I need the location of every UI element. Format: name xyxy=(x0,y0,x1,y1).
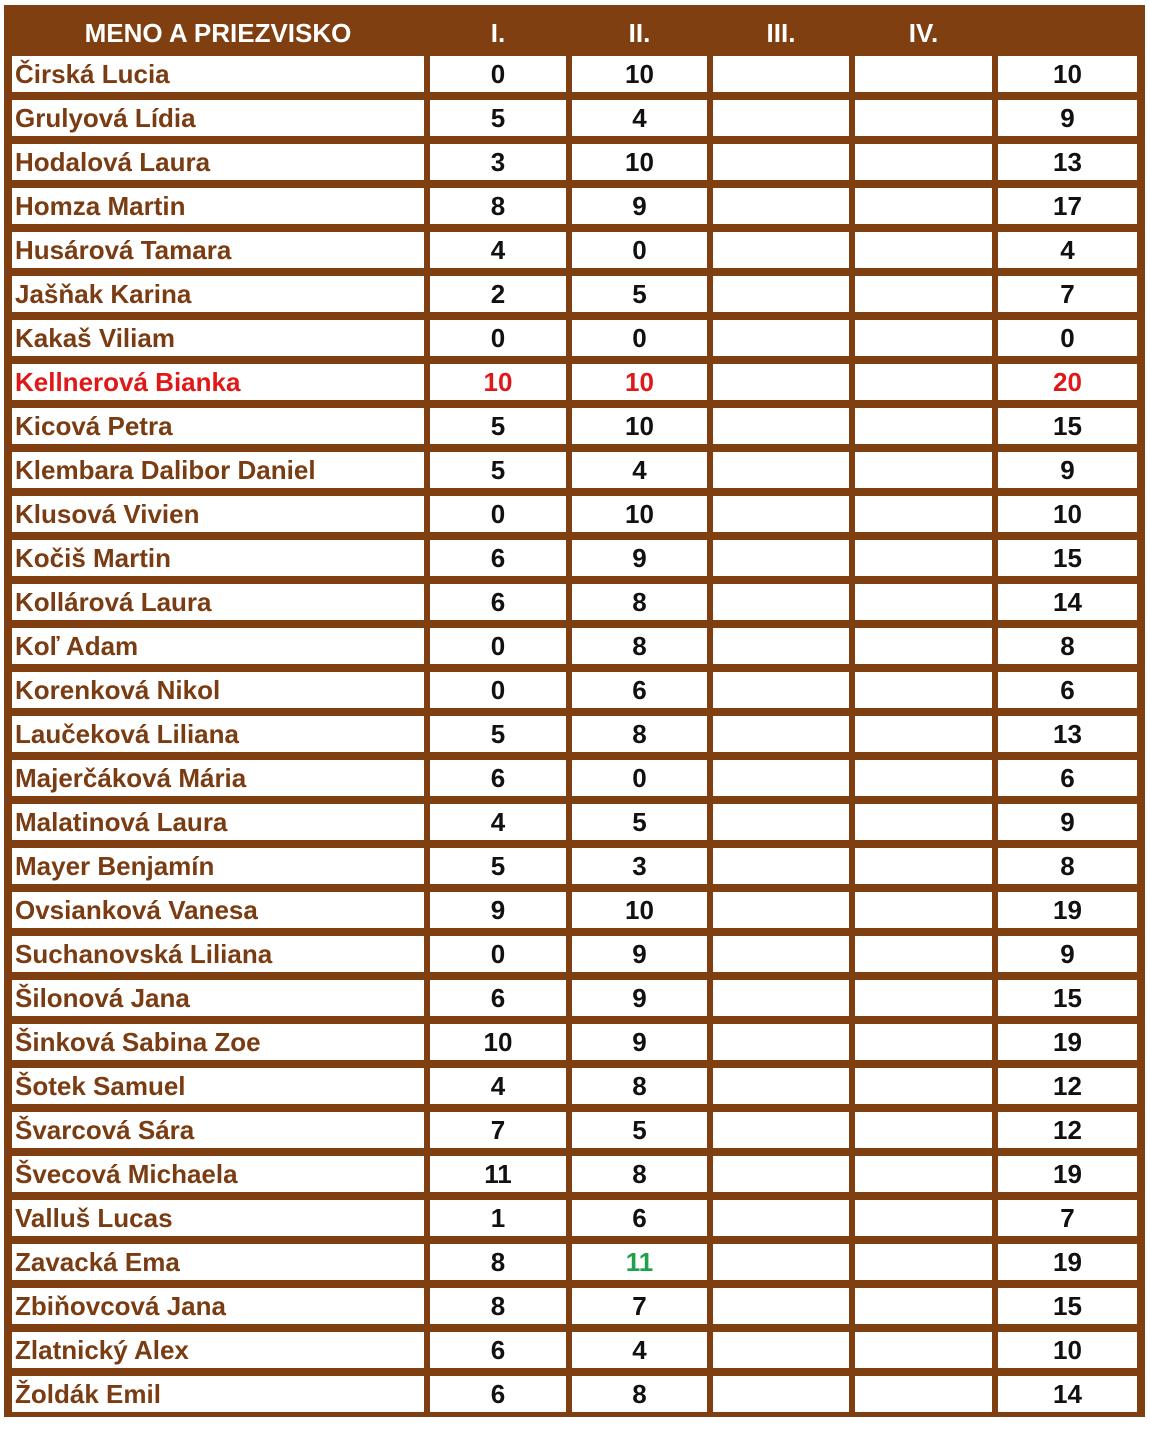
total-score: 10 xyxy=(995,496,1140,540)
round-3-score xyxy=(710,320,852,364)
round-1-score: 4 xyxy=(427,232,569,276)
student-name: Čirská Lucia xyxy=(9,56,427,100)
round-2-score: 0 xyxy=(569,760,710,804)
student-name: Klembara Dalibor Daniel xyxy=(9,452,427,496)
round-2-score: 9 xyxy=(569,188,710,232)
round-4-score xyxy=(852,672,995,716)
header-total xyxy=(995,10,1140,56)
round-3-score xyxy=(710,1068,852,1112)
table-row xyxy=(9,100,1140,144)
round-1-score: 0 xyxy=(427,628,569,672)
total-score: 15 xyxy=(995,408,1140,452)
round-4-score xyxy=(852,716,995,760)
round-1-score: 0 xyxy=(427,672,569,716)
total-score: 10 xyxy=(995,56,1140,100)
student-name: Valluš Lucas xyxy=(9,1200,427,1244)
round-3-score xyxy=(710,628,852,672)
round-2-score: 4 xyxy=(569,100,710,144)
table-row xyxy=(9,56,1140,100)
table-row xyxy=(9,320,1140,364)
table-row xyxy=(9,1244,1140,1288)
round-1-score: 6 xyxy=(427,760,569,804)
student-name: Ovsianková Vanesa xyxy=(9,892,427,936)
round-3-score xyxy=(710,936,852,980)
total-score: 9 xyxy=(995,804,1140,848)
round-2-score: 10 xyxy=(569,408,710,452)
total-score: 10 xyxy=(995,1332,1140,1376)
round-4-score xyxy=(852,1288,995,1332)
total-score: 17 xyxy=(995,188,1140,232)
round-4-score xyxy=(852,100,995,144)
round-4-score xyxy=(852,936,995,980)
round-4-score xyxy=(852,1112,995,1156)
total-score: 7 xyxy=(995,1200,1140,1244)
header-row xyxy=(9,10,1140,56)
table-row xyxy=(9,672,1140,716)
total-score: 13 xyxy=(995,716,1140,760)
round-3-score xyxy=(710,1288,852,1332)
round-1-score: 5 xyxy=(427,100,569,144)
round-4-score xyxy=(852,320,995,364)
round-3-score xyxy=(710,892,852,936)
round-1-score: 10 xyxy=(427,364,569,408)
table-row xyxy=(9,540,1140,584)
round-3-score xyxy=(710,188,852,232)
round-1-score: 10 xyxy=(427,1024,569,1068)
total-score: 19 xyxy=(995,1156,1140,1200)
table-row xyxy=(9,1156,1140,1200)
student-name: Koľ Adam xyxy=(9,628,427,672)
table-row xyxy=(9,452,1140,496)
round-3-score xyxy=(710,364,852,408)
round-1-score: 8 xyxy=(427,1288,569,1332)
round-2-score: 8 xyxy=(569,1376,710,1412)
round-3-score xyxy=(710,804,852,848)
round-4-score xyxy=(852,1332,995,1376)
round-4-score xyxy=(852,760,995,804)
table-row xyxy=(9,1332,1140,1376)
round-4-score xyxy=(852,496,995,540)
table-body xyxy=(9,56,1140,1412)
round-3-score xyxy=(710,408,852,452)
total-score: 4 xyxy=(995,232,1140,276)
total-score: 6 xyxy=(995,672,1140,716)
total-score: 19 xyxy=(995,1024,1140,1068)
table-row xyxy=(9,1288,1140,1332)
round-2-score: 5 xyxy=(569,276,710,320)
round-4-score xyxy=(852,540,995,584)
student-name: Kellnerová Bianka xyxy=(9,364,427,408)
student-name: Šinková Sabina Zoe xyxy=(9,1024,427,1068)
round-4-score xyxy=(852,584,995,628)
student-name: Homza Martin xyxy=(9,188,427,232)
total-score: 7 xyxy=(995,276,1140,320)
table-row xyxy=(9,892,1140,936)
score-table xyxy=(4,5,1145,1417)
round-3-score xyxy=(710,232,852,276)
total-score: 12 xyxy=(995,1068,1140,1112)
student-name: Šilonová Jana xyxy=(9,980,427,1024)
table-row xyxy=(9,848,1140,892)
table-row xyxy=(9,936,1140,980)
round-1-score: 5 xyxy=(427,452,569,496)
student-name: Mayer Benjamín xyxy=(9,848,427,892)
round-4-score xyxy=(852,56,995,100)
student-name: Hodalová Laura xyxy=(9,144,427,188)
total-score: 15 xyxy=(995,540,1140,584)
header-round-1: I. xyxy=(427,10,569,56)
table-row xyxy=(9,760,1140,804)
student-name: Laučeková Liliana xyxy=(9,716,427,760)
round-1-score: 0 xyxy=(427,320,569,364)
total-score: 14 xyxy=(995,584,1140,628)
student-name: Klusová Vivien xyxy=(9,496,427,540)
student-name: Jašňak Karina xyxy=(9,276,427,320)
round-1-score: 5 xyxy=(427,848,569,892)
round-2-score: 8 xyxy=(569,584,710,628)
total-score: 8 xyxy=(995,848,1140,892)
round-2-score: 7 xyxy=(569,1288,710,1332)
round-4-score xyxy=(852,1068,995,1112)
round-1-score: 6 xyxy=(427,1332,569,1376)
round-3-score xyxy=(710,716,852,760)
round-1-score: 0 xyxy=(427,56,569,100)
student-name: Zavacká Ema xyxy=(9,1244,427,1288)
round-4-score xyxy=(852,1156,995,1200)
round-3-score xyxy=(710,760,852,804)
round-4-score xyxy=(852,1200,995,1244)
round-2-score: 8 xyxy=(569,716,710,760)
round-3-score xyxy=(710,276,852,320)
table-row xyxy=(9,1200,1140,1244)
table-row xyxy=(9,408,1140,452)
round-4-score xyxy=(852,1024,995,1068)
round-1-score: 5 xyxy=(427,408,569,452)
header-round-4: IV. xyxy=(852,10,995,56)
table-row xyxy=(9,1112,1140,1156)
round-3-score xyxy=(710,672,852,716)
total-score: 12 xyxy=(995,1112,1140,1156)
round-1-score: 8 xyxy=(427,1244,569,1288)
round-2-score: 10 xyxy=(569,144,710,188)
round-2-score: 10 xyxy=(569,56,710,100)
round-3-score xyxy=(710,584,852,628)
round-4-score xyxy=(852,452,995,496)
total-score: 15 xyxy=(995,1288,1140,1332)
student-name: Zlatnický Alex xyxy=(9,1332,427,1376)
round-2-score: 5 xyxy=(569,804,710,848)
round-3-score xyxy=(710,56,852,100)
table-row xyxy=(9,584,1140,628)
round-2-score: 9 xyxy=(569,936,710,980)
round-2-score: 9 xyxy=(569,540,710,584)
round-3-score xyxy=(710,1332,852,1376)
student-name: Švarcová Sára xyxy=(9,1112,427,1156)
total-score: 20 xyxy=(995,364,1140,408)
round-2-score: 4 xyxy=(569,452,710,496)
student-name: Švecová Michaela xyxy=(9,1156,427,1200)
round-1-score: 4 xyxy=(427,804,569,848)
round-2-score: 9 xyxy=(569,1024,710,1068)
round-4-score xyxy=(852,144,995,188)
table-row xyxy=(9,232,1140,276)
table-row xyxy=(9,1068,1140,1112)
total-score: 6 xyxy=(995,760,1140,804)
round-1-score: 6 xyxy=(427,1376,569,1412)
round-3-score xyxy=(710,144,852,188)
round-4-score xyxy=(852,628,995,672)
student-name: Kicová Petra xyxy=(9,408,427,452)
header-round-2: II. xyxy=(569,10,710,56)
student-name: Husárová Tamara xyxy=(9,232,427,276)
student-name: Suchanovská Liliana xyxy=(9,936,427,980)
total-score: 8 xyxy=(995,628,1140,672)
round-3-score xyxy=(710,496,852,540)
table-row xyxy=(9,1376,1140,1412)
round-4-score xyxy=(852,276,995,320)
round-1-score: 9 xyxy=(427,892,569,936)
student-name: Zbiňovcová Jana xyxy=(9,1288,427,1332)
round-4-score xyxy=(852,804,995,848)
round-1-score: 11 xyxy=(427,1156,569,1200)
round-2-score: 10 xyxy=(569,496,710,540)
round-3-score xyxy=(710,848,852,892)
round-2-score: 9 xyxy=(569,980,710,1024)
total-score: 9 xyxy=(995,936,1140,980)
student-name: Malatinová Laura xyxy=(9,804,427,848)
table-row xyxy=(9,496,1140,540)
round-3-score xyxy=(710,100,852,144)
table-row xyxy=(9,364,1140,408)
round-4-score xyxy=(852,1376,995,1412)
round-3-score xyxy=(710,1200,852,1244)
table-row xyxy=(9,188,1140,232)
table-row xyxy=(9,716,1140,760)
round-4-score xyxy=(852,848,995,892)
table-row xyxy=(9,980,1140,1024)
round-2-score: 0 xyxy=(569,320,710,364)
student-name: Kakaš Viliam xyxy=(9,320,427,364)
round-2-score: 4 xyxy=(569,1332,710,1376)
round-2-score: 8 xyxy=(569,628,710,672)
round-2-score: 3 xyxy=(569,848,710,892)
round-1-score: 4 xyxy=(427,1068,569,1112)
student-name: Kočiš Martin xyxy=(9,540,427,584)
total-score: 0 xyxy=(995,320,1140,364)
table-row xyxy=(9,276,1140,320)
round-1-score: 2 xyxy=(427,276,569,320)
round-4-score xyxy=(852,232,995,276)
round-1-score: 6 xyxy=(427,584,569,628)
round-3-score xyxy=(710,1024,852,1068)
student-name: Grulyová Lídia xyxy=(9,100,427,144)
student-name: Šotek Samuel xyxy=(9,1068,427,1112)
round-2-score: 10 xyxy=(569,892,710,936)
header-name: MENO A PRIEZVISKO xyxy=(9,10,427,56)
round-2-score: 5 xyxy=(569,1112,710,1156)
total-score: 13 xyxy=(995,144,1140,188)
round-4-score xyxy=(852,408,995,452)
round-3-score xyxy=(710,1244,852,1288)
table-row xyxy=(9,144,1140,188)
round-4-score xyxy=(852,364,995,408)
round-3-score xyxy=(710,540,852,584)
round-1-score: 7 xyxy=(427,1112,569,1156)
table-row xyxy=(9,804,1140,848)
student-name: Kollárová Laura xyxy=(9,584,427,628)
student-name: Žoldák Emil xyxy=(9,1376,427,1412)
round-2-score: 8 xyxy=(569,1068,710,1112)
total-score: 15 xyxy=(995,980,1140,1024)
round-4-score xyxy=(852,892,995,936)
round-4-score xyxy=(852,980,995,1024)
total-score: 9 xyxy=(995,452,1140,496)
table-row xyxy=(9,1024,1140,1068)
round-2-score: 10 xyxy=(569,364,710,408)
round-4-score xyxy=(852,188,995,232)
header-round-3: III. xyxy=(710,10,852,56)
round-3-score xyxy=(710,1112,852,1156)
round-1-score: 3 xyxy=(427,144,569,188)
round-2-score: 6 xyxy=(569,672,710,716)
round-2-score: 8 xyxy=(569,1156,710,1200)
round-1-score: 1 xyxy=(427,1200,569,1244)
table-row xyxy=(9,628,1140,672)
round-2-score: 0 xyxy=(569,232,710,276)
round-4-score xyxy=(852,1244,995,1288)
round-1-score: 6 xyxy=(427,540,569,584)
total-score: 19 xyxy=(995,892,1140,936)
total-score: 14 xyxy=(995,1376,1140,1412)
student-name: Majerčáková Mária xyxy=(9,760,427,804)
round-3-score xyxy=(710,980,852,1024)
round-1-score: 0 xyxy=(427,496,569,540)
round-1-score: 5 xyxy=(427,716,569,760)
round-3-score xyxy=(710,1376,852,1412)
round-2-score: 11 xyxy=(569,1244,710,1288)
student-name: Korenková Nikol xyxy=(9,672,427,716)
round-2-score: 6 xyxy=(569,1200,710,1244)
round-3-score xyxy=(710,452,852,496)
round-1-score: 0 xyxy=(427,936,569,980)
total-score: 19 xyxy=(995,1244,1140,1288)
total-score: 9 xyxy=(995,100,1140,144)
round-1-score: 8 xyxy=(427,188,569,232)
round-1-score: 6 xyxy=(427,980,569,1024)
round-3-score xyxy=(710,1156,852,1200)
